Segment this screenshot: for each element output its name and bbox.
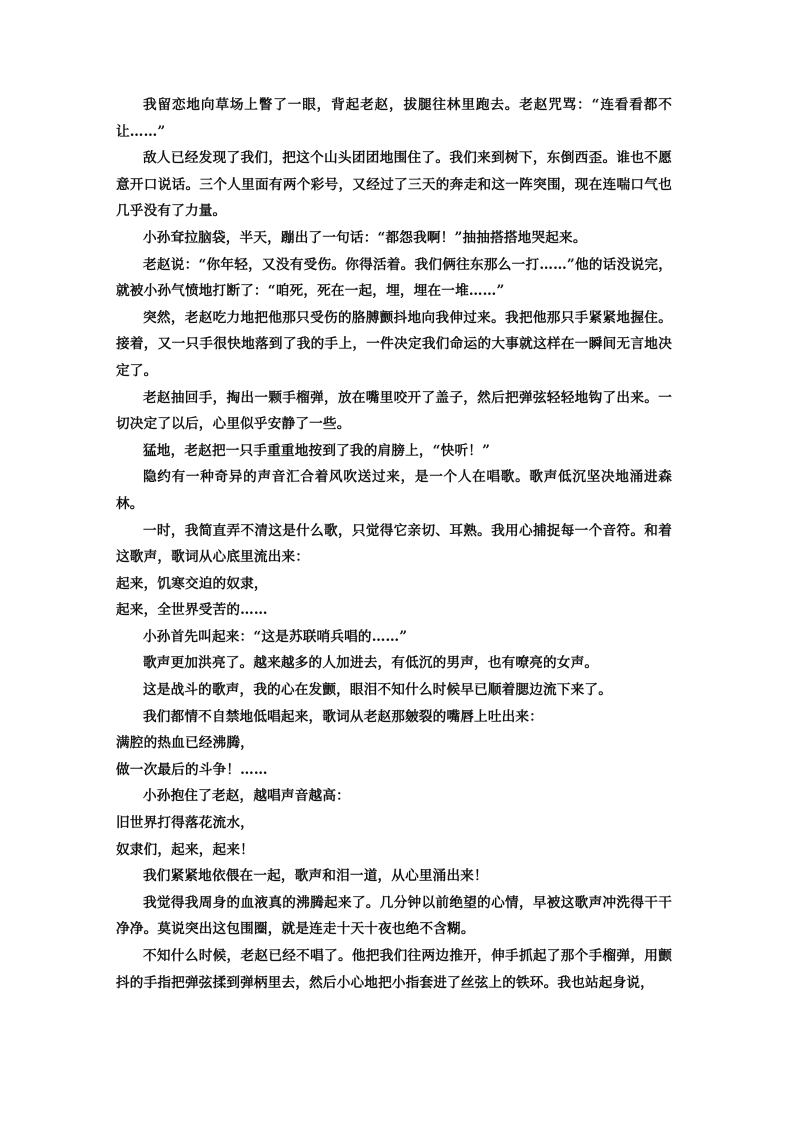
paragraph: 敌人已经发现了我们，把这个山头团团地围住了。我们来到树下，东倒西歪。谁也不愿意开口说话。三个人里面有两个彩号，又经过了三天的奔走和这一阵突围，现在连喘口气也几乎没有了力量。 [116,150,672,220]
paragraph: 小孙首先叫起来：“这是苏联哨兵唱的……” [143,628,408,645]
lyric-line: 奴隶们，起来，起来！ [116,841,254,858]
lyric-line: 满腔的热血已经沸腾， [116,735,254,752]
lyric-line: 起来，饥寒交迫的奴隶， [116,575,268,592]
paragraph: 我们都情不自禁地低唱起来，歌词从老赵那皴裂的嘴唇上吐出来： [143,708,544,725]
lyric-line: 旧世界打得落花流水， [116,815,254,832]
paragraph: 老赵说：“你年轻，又没有受伤。你得活着。我们俩往东那么一打……”他的话没说完，就被小孙气愤地打断了：“咱死，死在一起，埋，埋在一堆……” [116,256,672,300]
lyric-line: 做一次最后的斗争！…… [116,761,268,778]
paragraph: 不知什么时候，老赵已经不唱了。他把我们往两边推开，伸手抓起了那个手榴弹，用颤抖的手指把弹弦揉到弹柄里去，然后小心地把小指套进了丝弦上的铁环。我也站起身说， [116,948,672,991]
paragraph: 我觉得我周身的血液真的沸腾起来了。几分钟以前绝望的心情，早被这歌声冲洗得干干净净。莫说突出这包围圈，就是连走十天十夜也绝不含糊。 [116,894,672,938]
paragraph: 我们紧紧地依偎在一起，歌声和泪一道，从心里涌出来！ [143,868,488,885]
paragraph: 歌声更加洪亮了。越来越多的人加进去，有低沉的男声，也有嘹亮的女声。 [143,655,599,672]
story-text [116,92,672,996]
paragraph: 猛地，老赵把一只手重重地按到了我的肩膀上，“快听！” [143,442,491,459]
paragraph: 小孙抱住了老赵，越唱声音越高： [143,788,350,805]
paragraph: 小孙耷拉脑袋，半天，蹦出了一句话：“都怨我啊！”抽抽搭搭地哭起来。 [143,229,587,246]
paragraph: 一时，我简直弄不清这是什么歌，只觉得它亲切、耳熟。我用心捕捉每一个音符。和着这歌声，歌词从心底里流出来： [116,522,672,566]
paragraph: 隐约有一种奇异的声音汇合着风吹送过来，是一个人在唱歌。歌声低沉坚决地涌进森林。 [116,469,672,512]
paragraph: 突然，老赵吃力地把他那只受伤的胳膊颤抖地向我伸过来。我把他那只手紧紧地握住。接着，又一只手很快地落到了我的手上，一件决定我们命运的大事就这样在一瞬间无言地决定了。 [116,309,672,379]
lyric-line: 起来，全世界受苦的…… [116,602,268,619]
paragraph: 这是战斗的歌声，我的心在发颤，眼泪不知什么时候早已顺着腮边流下来了。 [143,682,612,699]
paragraph: 老赵抽回手，掏出一颗手榴弹，放在嘴里咬开了盖子，然后把弹弦轻轻地钩了出来。一切决定了以后，心里似乎安静了一些。 [116,389,672,433]
paragraph: 我留恋地向草场上瞥了一眼，背起老赵，拔腿往林里跑去。老赵咒骂：“连看看都不让……” [116,97,672,140]
